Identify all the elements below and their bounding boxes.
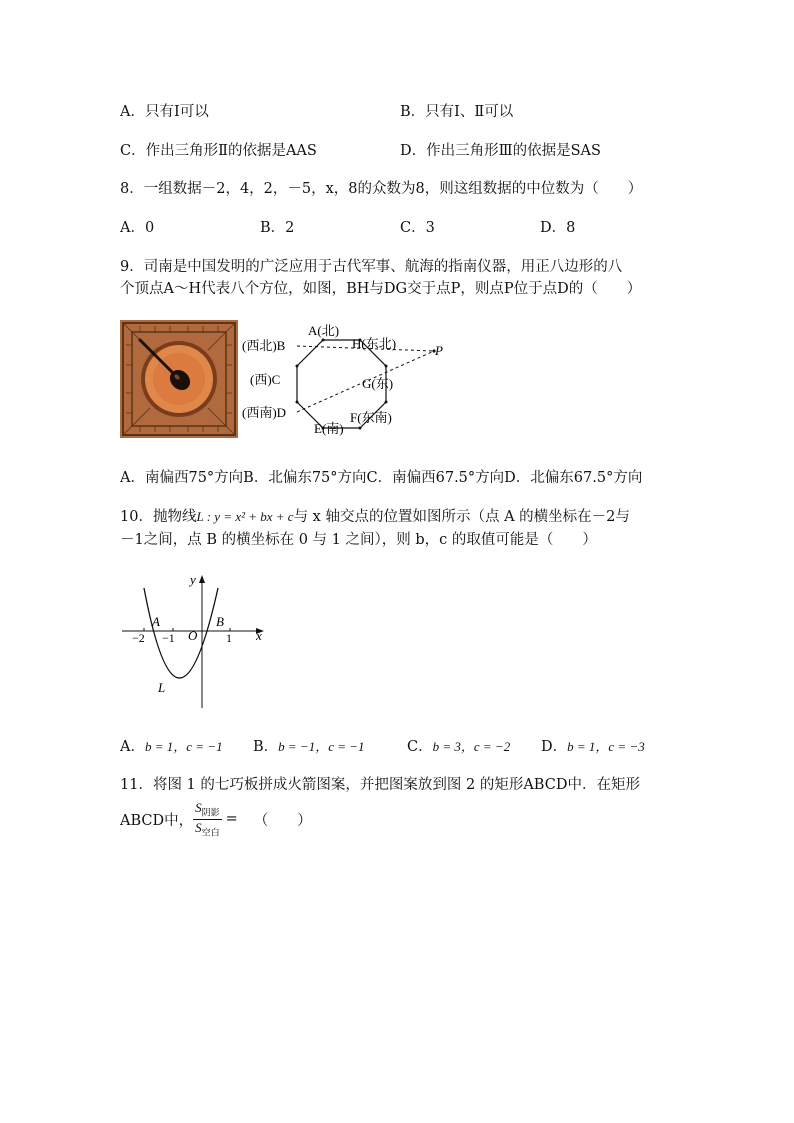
q7-option-c: C．作出三角形Ⅱ的依据是AAS <box>120 143 317 159</box>
fraction-numerator: $S_{阴影}$ <box>195 800 220 819</box>
q8-option-b: B．2 <box>260 220 295 236</box>
q10-option-a <box>120 735 223 756</box>
point-b-label: B <box>216 614 224 629</box>
q10-stem-pre: 10．抛物线 <box>120 509 197 525</box>
q8-option-d: D．8 <box>540 220 576 236</box>
q10-option-a-label: A． <box>120 739 145 755</box>
label-p: P <box>435 343 443 358</box>
point-a-label: A <box>152 614 160 629</box>
q10-option-b <box>253 735 365 756</box>
q10-option-c <box>407 735 510 756</box>
tick-neg2: −2 <box>132 631 145 645</box>
q10-stem-line1 <box>120 505 630 526</box>
tick-1: 1 <box>226 631 232 645</box>
tick-neg1: −1 <box>162 631 175 645</box>
y-label: y <box>190 572 196 587</box>
q9-options: A．南偏西75°方向B．北偏东75°方向C．南偏西67.5°方向D．北偏东67.5°方向 <box>120 470 643 486</box>
q10-option-c-math: b = 3，c = −2 <box>432 739 511 754</box>
q10-option-d-label: D． <box>541 739 568 755</box>
label-d: (西南)D <box>242 405 287 420</box>
q11-stem-line2-pre: ABCD中， <box>120 812 194 829</box>
label-a: A(北) <box>308 323 340 338</box>
origin-label: O <box>188 628 198 643</box>
q8-stem: 8．一组数据－2，4，2，－5，x，8的众数为8，则这组数据的中位数为（ ） <box>120 181 643 197</box>
q10-option-b-math: b = −1，c = −1 <box>278 739 365 754</box>
q11-stem-line1: 11．将图 1 的七巧板拼成火箭图案，并把图案放到图 2 的矩形ABCD中．在矩形 <box>120 777 640 793</box>
q10-option-d-math: b = 1，c = −3 <box>567 739 645 754</box>
answer-paren: （ ） <box>253 812 312 829</box>
q7-option-a: A．只有Ⅰ可以 <box>120 104 209 120</box>
q9-stem-line1: 9．司南是中国发明的广泛应用于古代军事、航海的指南仪器，用正八边形的八 <box>120 259 623 275</box>
label-e: E(南) <box>314 421 344 436</box>
curve-l-label: L <box>158 680 166 695</box>
area-ratio-fraction <box>193 800 222 838</box>
x-label: x <box>256 628 262 643</box>
q11-stem-line2 <box>120 800 312 838</box>
label-f: F(东南) <box>350 410 392 425</box>
label-c: (西)C <box>250 372 281 387</box>
equals-sign: = <box>225 811 238 828</box>
q7-option-d: D．作出三角形Ⅲ的依据是SAS <box>400 143 601 159</box>
q8-option-c: C．3 <box>400 220 435 236</box>
q10-stem-line2: －1之间，点 B 的横坐标在 0 与 1 之间），则 b，c 的取值可能是（ ） <box>120 532 597 548</box>
q10-option-a-math: b = 1，c = −1 <box>144 739 223 754</box>
sinan-compass-image <box>120 320 238 438</box>
y-axis-arrow <box>199 575 205 583</box>
label-h: H(东北) <box>352 336 397 351</box>
octagon-figure <box>238 318 456 440</box>
q7-option-b: B．只有Ⅰ、Ⅱ可以 <box>400 104 514 120</box>
q9-stem-line2: 个顶点A～H代表八个方位，如图，BH与DG交于点P，则点P位于点D的（ ） <box>120 281 642 297</box>
q10-option-c-label: C． <box>407 739 433 755</box>
parabola-curve <box>144 588 218 678</box>
label-g: G(东) <box>362 376 394 391</box>
q10-option-d <box>541 735 645 756</box>
fraction-denominator: $S_{空白}$ <box>195 819 220 839</box>
q10-formula: L : y = x² + bx + c <box>196 509 294 524</box>
parabola-graph <box>120 568 270 710</box>
q8-option-a: A．0 <box>120 220 155 236</box>
label-b: (西北)B <box>242 338 286 353</box>
q10-stem-post: 与 x 轴交点的位置如图所示（点 A 的横坐标在－2与 <box>293 509 630 525</box>
q10-option-b-label: B． <box>253 739 279 755</box>
